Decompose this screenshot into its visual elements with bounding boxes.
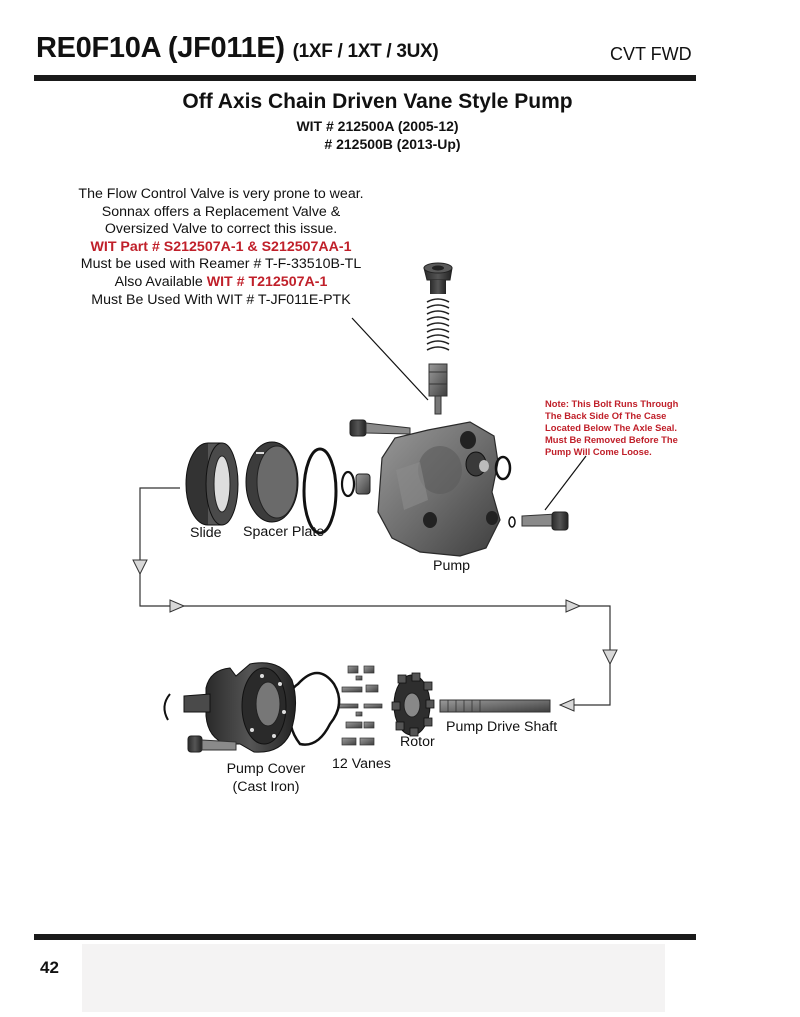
bolt-note-line: Pump Will Come Loose. [545, 446, 652, 457]
spacer-plate-part [246, 442, 298, 522]
slide-part [186, 443, 238, 525]
label-pump-cover-line2: (Cast Iron) [232, 779, 300, 795]
bolt-note-line: The Back Side Of The Case [545, 410, 667, 421]
vanes-group [338, 666, 382, 745]
bolt-note-line: Must Be Removed Before The [545, 434, 678, 445]
label-slide: Slide [190, 525, 222, 541]
note-line: Sonnax offers a Replacement Valve & [101, 203, 341, 220]
washer [509, 517, 515, 527]
label-pump: Pump [433, 558, 471, 574]
snap-ring [164, 694, 170, 720]
o-ring-large [304, 449, 336, 533]
bolt-note-line: Note: This Bolt Runs Through [545, 398, 679, 409]
valve-plug [356, 474, 370, 494]
note-also-available: Also Available [114, 273, 207, 290]
arrow-right-1 [170, 600, 184, 612]
pump-drive-shaft [440, 700, 550, 712]
o-ring-pump [496, 457, 510, 479]
bolt-note-line: Located Below The Axle Seal. [545, 422, 677, 433]
label-vanes: 12 Vanes [332, 756, 391, 772]
pump-bolt-side [522, 512, 568, 530]
rotor-part [392, 673, 434, 736]
note-part-numbers: WIT Part # S212507A-1 & S212507AA-1 [90, 238, 352, 255]
wit-line-1: WIT # 212500A (2005-12) [296, 118, 459, 134]
note-line: Must be used with Reamer # T-F-33510B-TL [80, 256, 362, 273]
page-number: 42 [40, 958, 59, 977]
pump-bolt-top [350, 420, 410, 436]
bolt-leader-line [545, 456, 586, 510]
flow-control-valve [424, 263, 452, 414]
drive-type: CVT FWD [610, 44, 692, 64]
pump-body [378, 422, 500, 556]
label-pump-drive-shaft: Pump Drive Shaft [446, 719, 558, 735]
note-line: Oversized Valve to correct this issue. [104, 221, 338, 238]
note-kit-number: WIT # T212507A-1 [206, 273, 328, 290]
footer-rule [34, 934, 696, 940]
wit-line-2: # 212500B (2013-Up) [324, 136, 461, 152]
label-pump-cover [222, 760, 310, 796]
note-line: The Flow Control Valve is very prone to wear. [78, 186, 364, 202]
label-rotor: Rotor [400, 734, 435, 750]
label-spacer-plate: Spacer Plate [243, 524, 325, 540]
model-name: RE0F10A (JF011E) [36, 32, 285, 64]
model-variants: (1XF / 1XT / 3UX) [292, 41, 439, 62]
valve-leader-line [352, 318, 428, 400]
label-pump-cover-line1: Pump Cover [226, 761, 306, 777]
arrow-left-shaft [560, 699, 574, 711]
page-title: Off Axis Chain Driven Vane Style Pump [182, 90, 573, 113]
arrow-right-2 [566, 600, 580, 612]
footer-panel [82, 944, 665, 1012]
note-line: Must Be Used With WIT # T-JF011E-PTK [91, 291, 351, 308]
o-ring-small [342, 472, 354, 496]
arrow-down-right [603, 650, 617, 664]
arrow-down-left [133, 560, 147, 574]
pump-cover-gasket [290, 673, 339, 745]
